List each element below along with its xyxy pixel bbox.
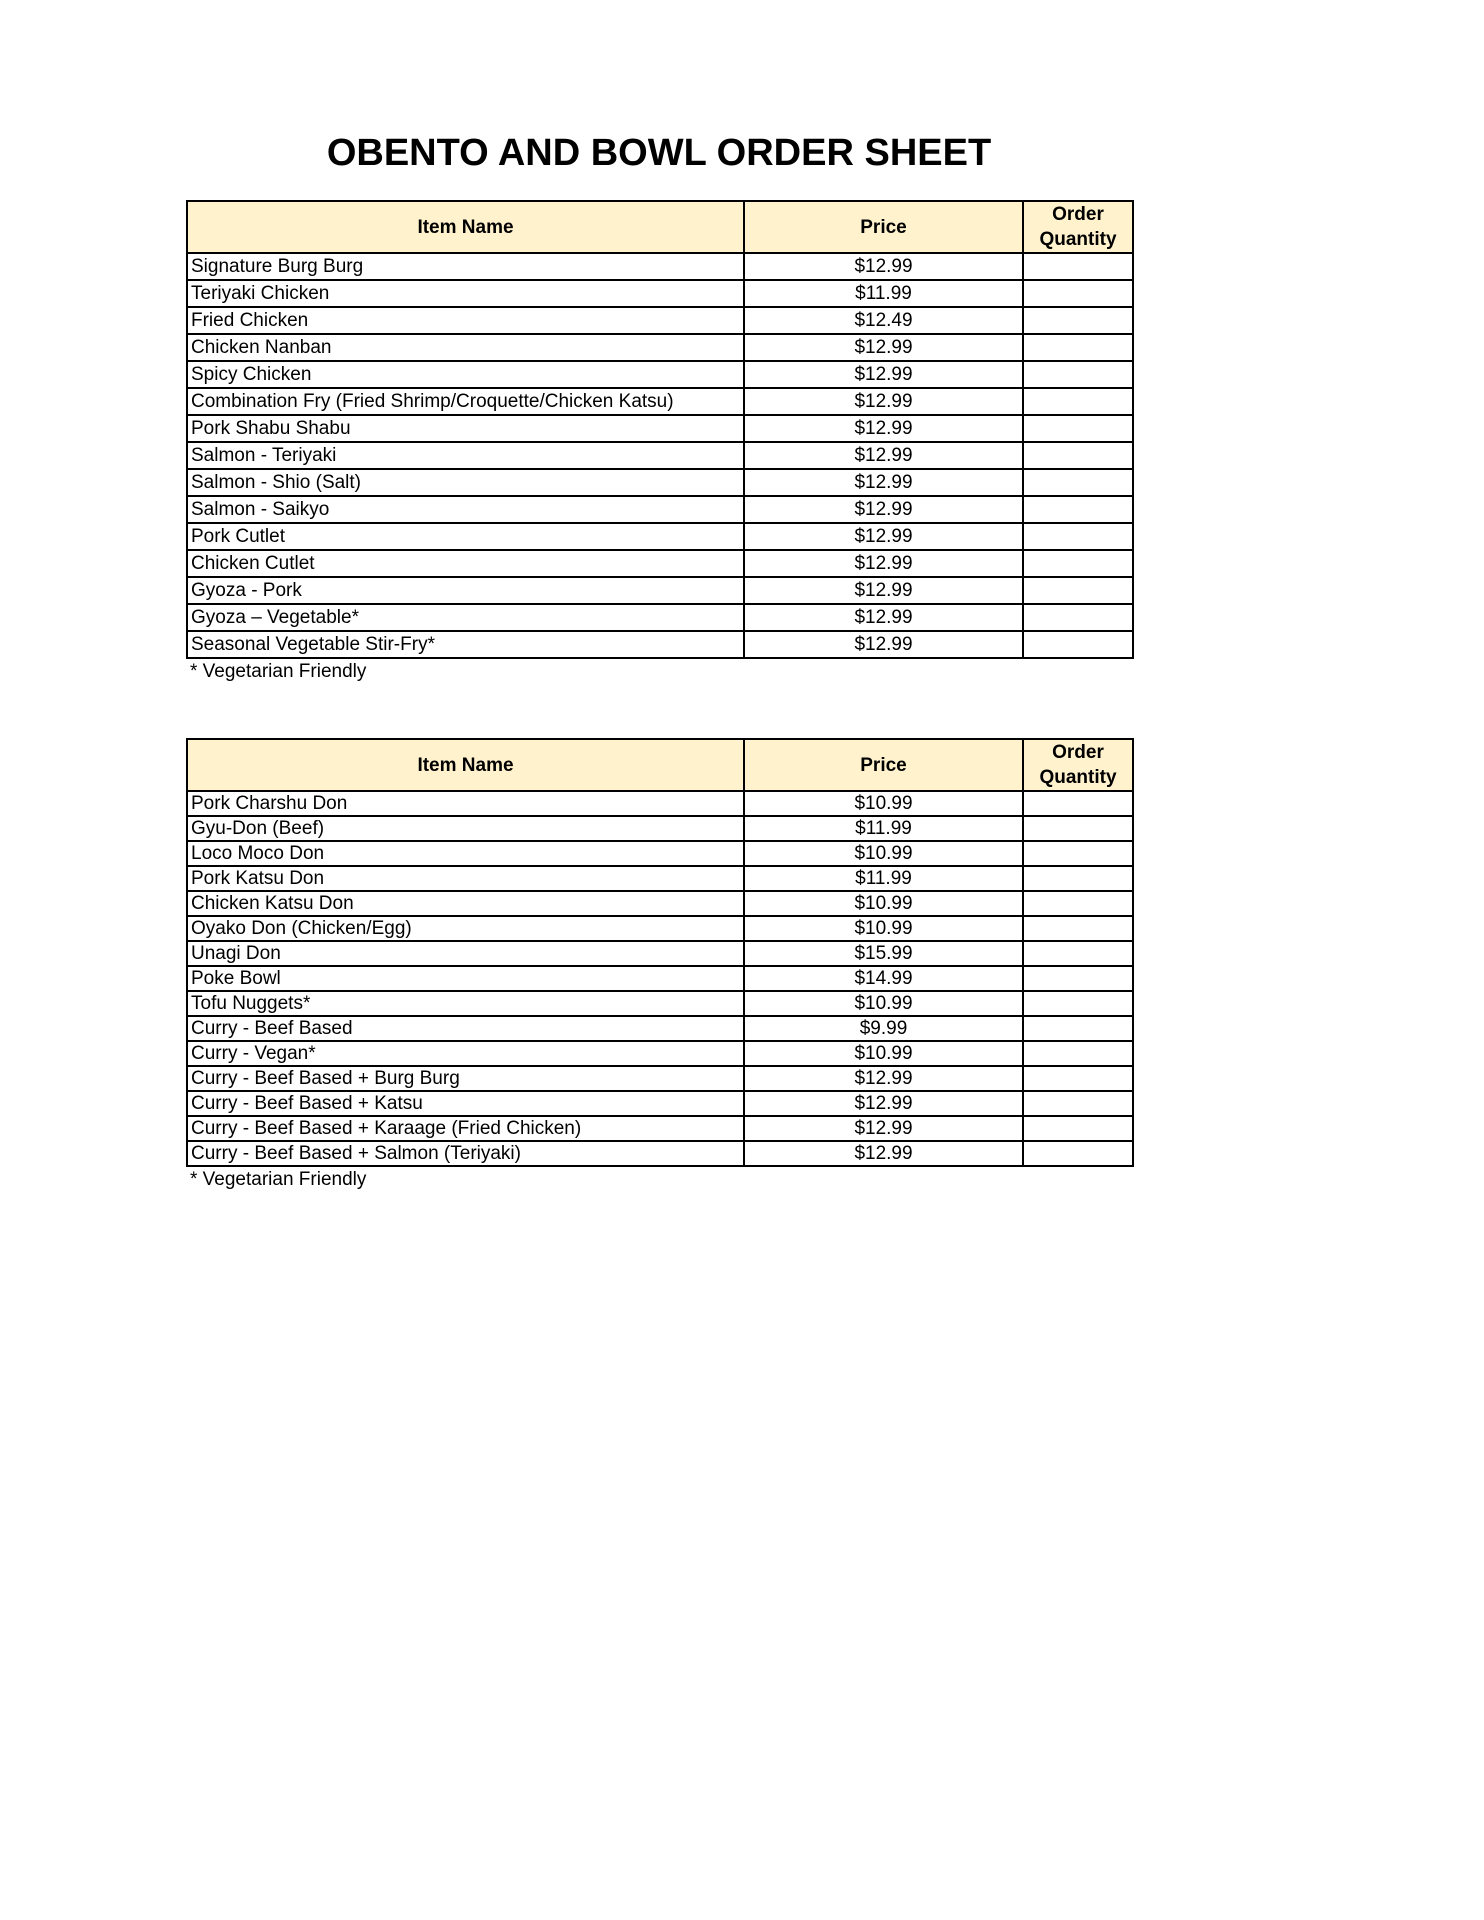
- table-row: [187, 991, 1133, 1016]
- bowl-order-table: [186, 738, 1134, 1167]
- vegetarian-footnote: * Vegetarian Friendly: [190, 661, 367, 682]
- table-row: [187, 361, 1133, 388]
- price-cell: $12.99: [744, 388, 1023, 415]
- order-quantity-cell[interactable]: [1023, 1041, 1133, 1066]
- table-row: [187, 791, 1133, 816]
- order-quantity-cell[interactable]: [1023, 1141, 1133, 1166]
- table-row: [187, 604, 1133, 631]
- price-cell: $12.99: [744, 334, 1023, 361]
- table-row: [187, 307, 1133, 334]
- order-quantity-cell[interactable]: [1023, 816, 1133, 841]
- item-name-cell: Gyoza - Pork: [187, 577, 744, 604]
- price-cell: $11.99: [744, 280, 1023, 307]
- table-row: [187, 1091, 1133, 1116]
- price-cell: $12.99: [744, 577, 1023, 604]
- table-row: [187, 415, 1133, 442]
- order-quantity-cell[interactable]: [1023, 307, 1133, 334]
- price-cell: $12.99: [744, 415, 1023, 442]
- order-quantity-cell[interactable]: [1023, 1091, 1133, 1116]
- item-name-cell: Loco Moco Don: [187, 841, 744, 866]
- order-quantity-cell[interactable]: [1023, 1066, 1133, 1091]
- table-row: [187, 916, 1133, 941]
- obento-order-table: [186, 200, 1134, 659]
- item-name-cell: Pork Charshu Don: [187, 791, 744, 816]
- item-name-cell: Salmon - Teriyaki: [187, 442, 744, 469]
- item-name-header: Item Name: [187, 739, 744, 791]
- price-cell: $10.99: [744, 1041, 1023, 1066]
- item-name-cell: Curry - Beef Based + Burg Burg: [187, 1066, 744, 1091]
- table-row: [187, 1016, 1133, 1041]
- order-quantity-cell[interactable]: [1023, 866, 1133, 891]
- order-quantity-cell[interactable]: [1023, 791, 1133, 816]
- item-name-cell: Curry - Beef Based + Karaage (Fried Chicken): [187, 1116, 744, 1141]
- price-cell: $10.99: [744, 841, 1023, 866]
- order-quantity-cell[interactable]: [1023, 415, 1133, 442]
- table-row: [187, 253, 1133, 280]
- item-name-cell: Salmon - Shio (Salt): [187, 469, 744, 496]
- price-cell: $10.99: [744, 891, 1023, 916]
- table-row: [187, 1141, 1133, 1166]
- price-cell: $12.99: [744, 604, 1023, 631]
- table-row: [187, 866, 1133, 891]
- order-quantity-cell[interactable]: [1023, 388, 1133, 415]
- table-row: [187, 523, 1133, 550]
- order-quantity-cell[interactable]: [1023, 550, 1133, 577]
- price-cell: $12.99: [744, 496, 1023, 523]
- item-name-cell: Oyako Don (Chicken/Egg): [187, 916, 744, 941]
- item-name-cell: Curry - Beef Based + Salmon (Teriyaki): [187, 1141, 744, 1166]
- item-name-cell: Gyoza – Vegetable*: [187, 604, 744, 631]
- item-name-cell: Curry - Vegan*: [187, 1041, 744, 1066]
- price-cell: $10.99: [744, 916, 1023, 941]
- item-name-header: Item Name: [187, 201, 744, 253]
- order-quantity-cell[interactable]: [1023, 577, 1133, 604]
- bowl-order-section: [186, 738, 1132, 1192]
- table-row: [187, 631, 1133, 658]
- price-cell: $12.99: [744, 1116, 1023, 1141]
- order-quantity-cell[interactable]: [1023, 523, 1133, 550]
- price-cell: $9.99: [744, 1016, 1023, 1041]
- table-row: [187, 841, 1133, 866]
- order-quantity-cell[interactable]: [1023, 442, 1133, 469]
- table-row: [187, 577, 1133, 604]
- vegetarian-footnote: * Vegetarian Friendly: [190, 1169, 367, 1190]
- item-name-cell: Seasonal Vegetable Stir-Fry*: [187, 631, 744, 658]
- bowl-table-body: [187, 791, 1133, 1166]
- price-cell: $12.99: [744, 631, 1023, 658]
- item-name-cell: Teriyaki Chicken: [187, 280, 744, 307]
- order-quantity-cell[interactable]: [1023, 280, 1133, 307]
- item-name-cell: Chicken Katsu Don: [187, 891, 744, 916]
- item-name-cell: Salmon - Saikyo: [187, 496, 744, 523]
- item-name-cell: Tofu Nuggets*: [187, 991, 744, 1016]
- order-quantity-cell[interactable]: [1023, 334, 1133, 361]
- item-name-cell: Chicken Cutlet: [187, 550, 744, 577]
- order-quantity-cell[interactable]: [1023, 916, 1133, 941]
- table-header-row: [187, 739, 1133, 791]
- item-name-cell: Curry - Beef Based: [187, 1016, 744, 1041]
- table-row: [187, 1066, 1133, 1091]
- price-cell: $11.99: [744, 816, 1023, 841]
- order-quantity-cell[interactable]: [1023, 361, 1133, 388]
- item-name-cell: Pork Katsu Don: [187, 866, 744, 891]
- obento-order-section: [186, 200, 1132, 684]
- page-title: OBENTO AND BOWL ORDER SHEET: [326, 132, 992, 174]
- price-cell: $12.99: [744, 469, 1023, 496]
- order-quantity-cell[interactable]: [1023, 1016, 1133, 1041]
- price-cell: $10.99: [744, 991, 1023, 1016]
- table-row: [187, 469, 1133, 496]
- table-row: [187, 496, 1133, 523]
- table-row: [187, 1041, 1133, 1066]
- order-quantity-cell[interactable]: [1023, 991, 1133, 1016]
- item-name-cell: Gyu-Don (Beef): [187, 816, 744, 841]
- item-name-cell: Pork Shabu Shabu: [187, 415, 744, 442]
- price-cell: $11.99: [744, 866, 1023, 891]
- price-cell: $12.99: [744, 1091, 1023, 1116]
- order-quantity-cell[interactable]: [1023, 604, 1133, 631]
- order-quantity-cell[interactable]: [1023, 941, 1133, 966]
- order-quantity-header: Order Quantity: [1023, 739, 1133, 791]
- order-quantity-header: Order Quantity: [1023, 201, 1133, 253]
- table-row: [187, 966, 1133, 991]
- price-cell: $12.99: [744, 361, 1023, 388]
- order-quantity-cell[interactable]: [1023, 253, 1133, 280]
- table-header-row: [187, 201, 1133, 253]
- item-name-cell: Combination Fry (Fried Shrimp/Croquette/Chicken Katsu): [187, 388, 744, 415]
- item-name-cell: Poke Bowl: [187, 966, 744, 991]
- table-row: [187, 334, 1133, 361]
- order-quantity-cell[interactable]: [1023, 1116, 1133, 1141]
- price-cell: $10.99: [744, 791, 1023, 816]
- order-quantity-cell[interactable]: [1023, 631, 1133, 658]
- price-cell: $12.99: [744, 253, 1023, 280]
- table-row: [187, 388, 1133, 415]
- item-name-cell: Fried Chicken: [187, 307, 744, 334]
- price-cell: $12.99: [744, 442, 1023, 469]
- table-row: [187, 550, 1133, 577]
- order-quantity-cell[interactable]: [1023, 496, 1133, 523]
- order-quantity-cell[interactable]: [1023, 469, 1133, 496]
- item-name-cell: Unagi Don: [187, 941, 744, 966]
- order-quantity-cell[interactable]: [1023, 841, 1133, 866]
- table-row: [187, 891, 1133, 916]
- table-row: [187, 1116, 1133, 1141]
- price-header: Price: [744, 739, 1023, 791]
- table-row: [187, 941, 1133, 966]
- price-cell: $12.99: [744, 1141, 1023, 1166]
- item-name-cell: Signature Burg Burg: [187, 253, 744, 280]
- price-cell: $15.99: [744, 941, 1023, 966]
- item-name-cell: Pork Cutlet: [187, 523, 744, 550]
- item-name-cell: Chicken Nanban: [187, 334, 744, 361]
- table-row: [187, 280, 1133, 307]
- item-name-cell: Curry - Beef Based + Katsu: [187, 1091, 744, 1116]
- table-row: [187, 816, 1133, 841]
- price-cell: $12.99: [744, 523, 1023, 550]
- item-name-cell: Spicy Chicken: [187, 361, 744, 388]
- price-header: Price: [744, 201, 1023, 253]
- order-quantity-cell[interactable]: [1023, 891, 1133, 916]
- price-cell: $12.99: [744, 550, 1023, 577]
- price-cell: $12.49: [744, 307, 1023, 334]
- order-quantity-cell[interactable]: [1023, 966, 1133, 991]
- price-cell: $12.99: [744, 1066, 1023, 1091]
- table-row: [187, 442, 1133, 469]
- price-cell: $14.99: [744, 966, 1023, 991]
- obento-table-body: [187, 253, 1133, 658]
